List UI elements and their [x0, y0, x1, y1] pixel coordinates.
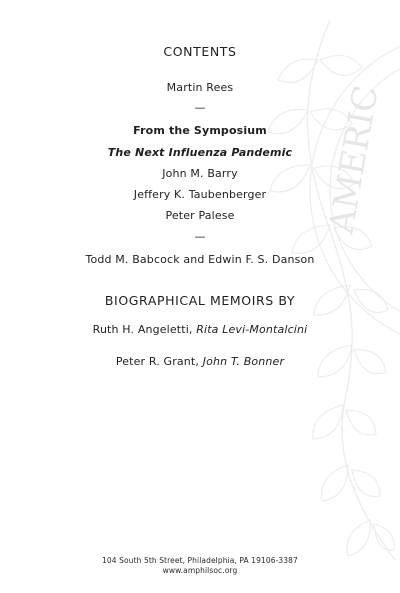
memoirs-heading: BIOGRAPHICAL MEMOIRS BY [104, 293, 296, 308]
symposium-author: Peter Palese [165, 209, 235, 222]
seal-lettering: AMERIC [321, 82, 387, 237]
symposium-author: John M. Barry [162, 167, 238, 180]
separator-dash-1: — [194, 101, 206, 114]
author-martin-rees: Martin Rees [166, 81, 234, 94]
footer-address: 104 South 5th Street, Philadelphia, PA 19106-3387 [102, 556, 298, 565]
memoir-entry [0, 355, 400, 368]
footer-website: www.amphilsoc.org [162, 566, 238, 575]
separator-dash-2: — [194, 230, 206, 243]
symposium-label: From the Symposium [133, 124, 267, 137]
memoir-subject: John T. Bonner [202, 355, 285, 368]
author-babcock-danson: Todd M. Babcock and Edwin F. S. Danson [85, 253, 315, 266]
memoir-subject: Rita Levi-Montalcini [196, 323, 308, 336]
memoir-author: Peter R. Grant, [115, 355, 203, 368]
contents-heading: CONTENTS [163, 44, 237, 59]
memoir-entry [0, 323, 400, 336]
memoir-author: Ruth H. Angeletti, [92, 323, 197, 336]
symposium-author: Jeffery K. Taubenberger [133, 188, 267, 201]
symposium-title: The Next Influenza Pandemic [107, 146, 293, 159]
